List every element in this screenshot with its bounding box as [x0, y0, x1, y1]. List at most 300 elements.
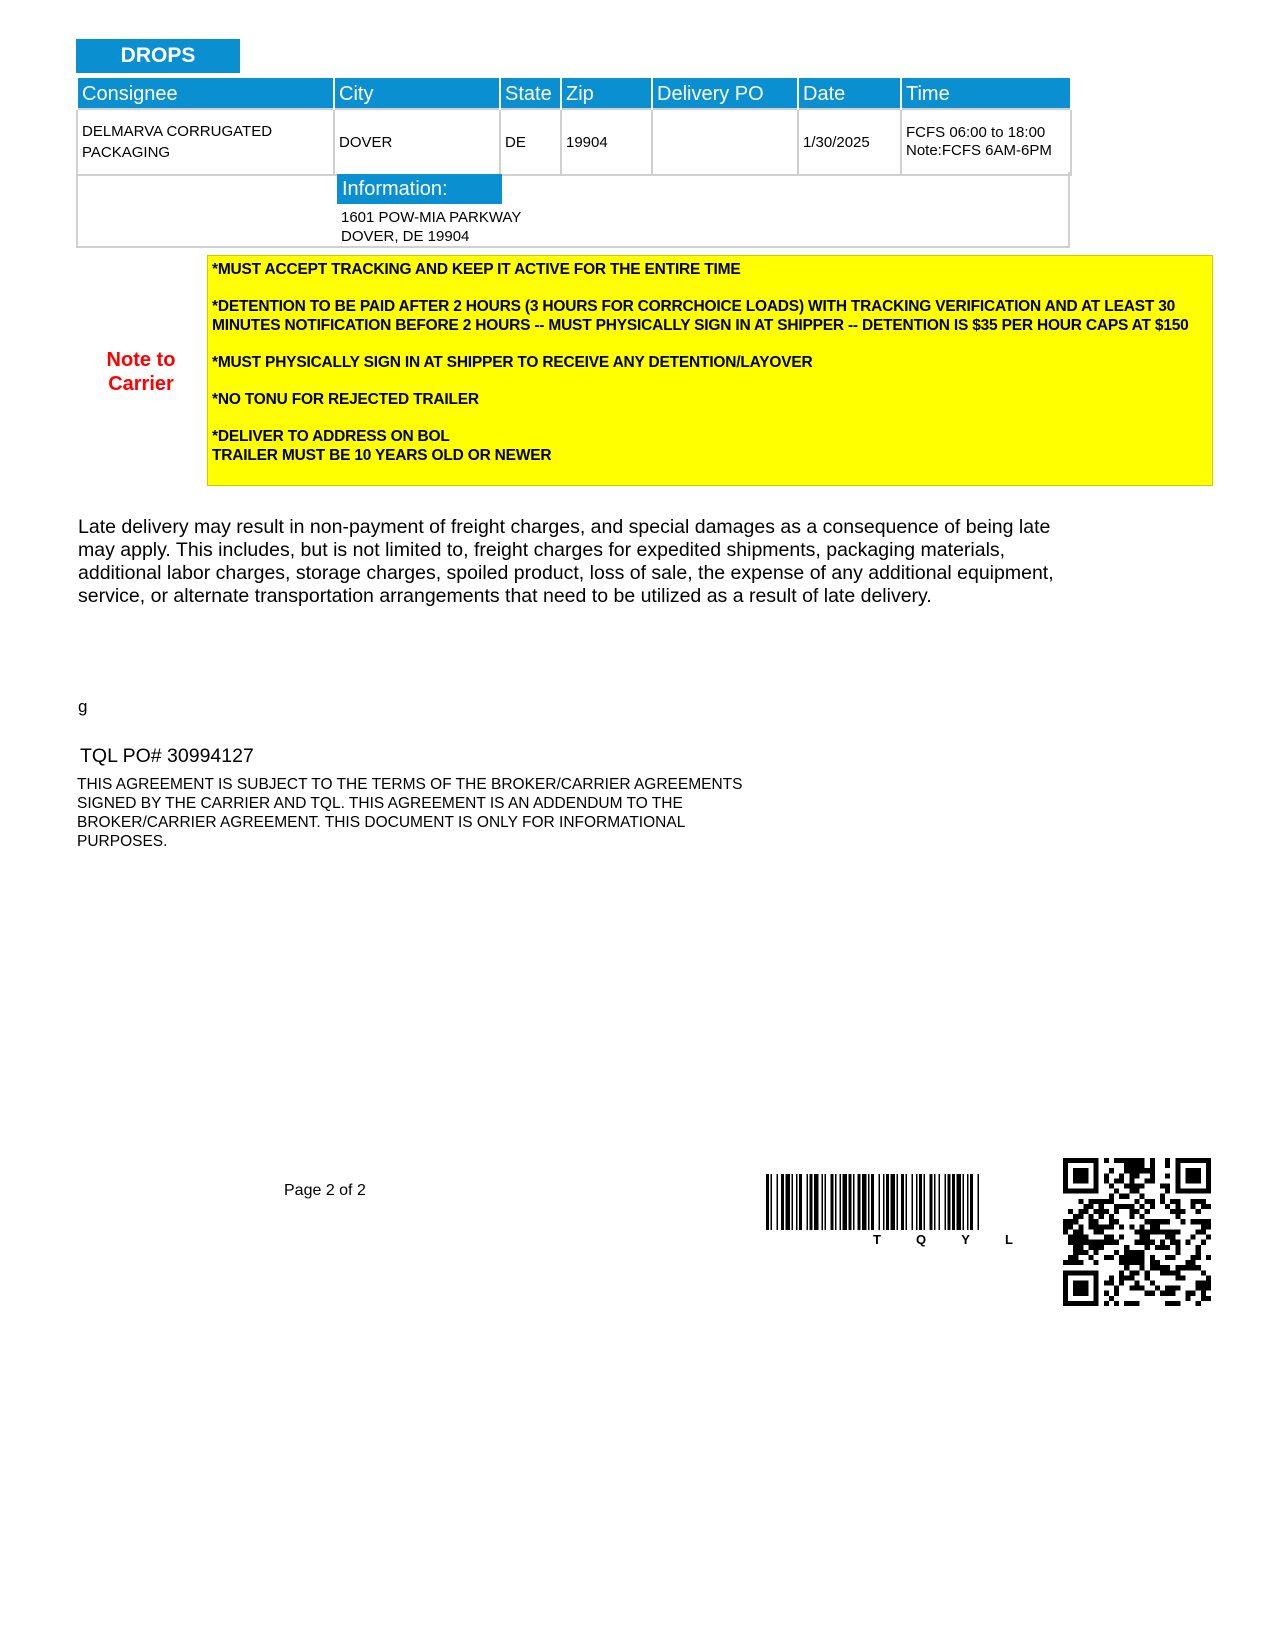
qr-module	[1175, 1199, 1180, 1204]
qr-module	[1124, 1301, 1129, 1306]
barcode-bar	[831, 1174, 834, 1230]
qr-module	[1185, 1265, 1190, 1270]
qr-module	[1140, 1224, 1145, 1229]
qr-module	[1109, 1168, 1114, 1173]
qr-module	[1129, 1255, 1134, 1260]
qr-module	[1124, 1184, 1129, 1189]
barcode-bar	[967, 1174, 969, 1230]
qr-module	[1196, 1245, 1201, 1250]
qr-module	[1155, 1245, 1160, 1250]
qr-module	[1094, 1240, 1099, 1245]
qr-module	[1134, 1286, 1139, 1291]
qr-module	[1124, 1194, 1129, 1199]
qr-module	[1109, 1219, 1114, 1224]
col-city: City	[334, 77, 500, 109]
barcode-bar	[886, 1174, 889, 1230]
cell-consignee: DELMARVA CORRUGATED PACKAGING	[77, 109, 334, 175]
qr-module	[1124, 1265, 1129, 1270]
barcode-bar	[963, 1174, 965, 1230]
qr-module	[1104, 1291, 1109, 1296]
qr-module	[1134, 1240, 1139, 1245]
qr-module	[1196, 1301, 1201, 1306]
qr-module	[1201, 1286, 1206, 1291]
qr-module	[1150, 1255, 1155, 1260]
qr-module	[1185, 1296, 1190, 1301]
qr-module	[1094, 1250, 1099, 1255]
qr-module	[1073, 1219, 1078, 1224]
qr-module	[1114, 1178, 1119, 1183]
qr-module	[1140, 1214, 1145, 1219]
barcode-bar	[906, 1174, 908, 1230]
qr-module	[1089, 1204, 1094, 1209]
qr-module	[1165, 1219, 1170, 1224]
qr-module	[1150, 1204, 1155, 1209]
qr-module	[1175, 1214, 1180, 1219]
qr-module	[1165, 1189, 1170, 1194]
qr-module	[1078, 1214, 1083, 1219]
qr-module	[1140, 1163, 1145, 1168]
qr-module	[1206, 1275, 1211, 1280]
qr-module	[1170, 1199, 1175, 1204]
qr-module	[1129, 1224, 1134, 1229]
page-number: Page 2 of 2	[284, 1182, 366, 1199]
qr-module	[1155, 1286, 1160, 1291]
qr-module	[1191, 1291, 1196, 1296]
qr-module	[1165, 1184, 1170, 1189]
qr-module	[1078, 1250, 1083, 1255]
qr-finder	[1175, 1189, 1211, 1194]
barcode-letter: Q	[916, 1232, 927, 1247]
qr-module	[1206, 1255, 1211, 1260]
qr-module	[1134, 1255, 1139, 1260]
qr-module	[1078, 1260, 1083, 1265]
barcode-bar	[777, 1174, 779, 1230]
col-date: Date	[798, 77, 901, 109]
qr-module	[1206, 1204, 1211, 1209]
qr-module	[1150, 1219, 1155, 1224]
qr-module	[1165, 1255, 1170, 1260]
qr-module	[1109, 1194, 1114, 1199]
qr-module	[1165, 1286, 1170, 1291]
col-time: Time	[901, 77, 1071, 109]
qr-module	[1124, 1250, 1129, 1255]
qr-module	[1165, 1291, 1170, 1296]
qr-module	[1191, 1219, 1196, 1224]
qr-module	[1155, 1224, 1160, 1229]
qr-module	[1160, 1245, 1165, 1250]
qr-module	[1160, 1265, 1165, 1270]
qr-module	[1068, 1240, 1073, 1245]
qr-module	[1099, 1240, 1104, 1245]
qr-module	[1140, 1158, 1145, 1163]
qr-module	[1185, 1291, 1190, 1296]
barcode-bar	[853, 1174, 855, 1230]
barcode-bar	[957, 1174, 962, 1230]
qr-module	[1109, 1184, 1114, 1189]
barcode-bar	[924, 1174, 926, 1230]
qr-module	[1089, 1219, 1094, 1224]
qr-module	[1175, 1265, 1180, 1270]
barcode-bar	[786, 1174, 791, 1230]
qr-module	[1124, 1260, 1129, 1265]
note-item: *MUST PHYSICALLY SIGN IN AT SHIPPER TO RECEIVE ANY DETENTION/LAYOVER	[212, 354, 813, 371]
qr-module	[1068, 1255, 1073, 1260]
qr-module	[1068, 1219, 1073, 1224]
barcode-bar	[891, 1174, 896, 1230]
barcode-bar	[868, 1174, 870, 1230]
barcode-bar	[952, 1174, 955, 1230]
address-line-1: 1601 POW-MIA PARKWAY	[341, 209, 522, 226]
qr-module	[1114, 1209, 1119, 1214]
qr-module	[1170, 1270, 1175, 1275]
qr-module	[1160, 1199, 1165, 1204]
qr-module	[1068, 1224, 1073, 1229]
qr-module	[1191, 1199, 1196, 1204]
qr-module	[1191, 1260, 1196, 1265]
qr-module	[1145, 1240, 1150, 1245]
qr-module	[1073, 1260, 1078, 1265]
agreement-text: THIS AGREEMENT IS SUBJECT TO THE TERMS OF THE BROKER/CARRIER AGREEMENTS SIGNED BY THE CARRIER AND TQL. THIS AGREEMENT IS AN ADDENDUM TO THE BROKER/CARRIER AGREEMENT. THIS DOCUMENT IS ONLY FOR INFORMATIONAL PURPOSES.	[77, 776, 743, 850]
qr-module	[1140, 1184, 1145, 1189]
qr-module	[1104, 1255, 1109, 1260]
qr-module	[1175, 1204, 1180, 1209]
qr-module	[1129, 1184, 1134, 1189]
qr-module	[1140, 1194, 1145, 1199]
qr-module	[1165, 1265, 1170, 1270]
qr-module	[1175, 1301, 1180, 1306]
qr-module	[1129, 1214, 1134, 1219]
qr-module	[1099, 1204, 1104, 1209]
barcode-bar	[814, 1174, 819, 1230]
qr-module	[1078, 1224, 1083, 1229]
qr-module	[1099, 1229, 1104, 1234]
qr-module	[1201, 1229, 1206, 1234]
barcode-bar	[978, 1174, 980, 1230]
qr-module	[1140, 1168, 1145, 1173]
qr-module	[1083, 1204, 1088, 1209]
qr-module	[1206, 1224, 1211, 1229]
qr-module	[1191, 1235, 1196, 1240]
qr-module	[1109, 1275, 1114, 1280]
barcode-bar	[879, 1174, 881, 1230]
info-row	[76, 172, 1070, 248]
qr-module	[1129, 1260, 1134, 1265]
qr-module	[1094, 1199, 1099, 1204]
qr-module	[1119, 1255, 1124, 1260]
qr-module	[1094, 1219, 1099, 1224]
qr-module	[1150, 1280, 1155, 1285]
qr-module	[1145, 1219, 1150, 1224]
qr-module	[1124, 1204, 1129, 1209]
barcode-bar	[843, 1174, 848, 1230]
qr-module	[1089, 1245, 1094, 1250]
qr-module	[1196, 1280, 1201, 1285]
qr-module	[1119, 1280, 1124, 1285]
qr-module	[1124, 1168, 1129, 1173]
qr-module	[1114, 1286, 1119, 1291]
address-line-2: DOVER, DE 19904	[341, 228, 470, 245]
qr-module	[1119, 1194, 1124, 1199]
cell-zip: 19904	[561, 109, 652, 175]
note-item: *NO TONU FOR REJECTED TRAILER	[212, 391, 479, 408]
qr-module	[1109, 1296, 1114, 1301]
qr-module	[1119, 1275, 1124, 1280]
qr-module	[1089, 1255, 1094, 1260]
late-delivery-text: Late delivery may result in non-payment of freight charges, and special damages as a consequence of being late may apply. This includes, but is not limited to, freight charges for expedited shipments, packaging materials, additional labor charges, storage charges, spoiled product, loss of sale, the expense of any additional equipment, service, or alternate transportation arrangements that need to be utilized as a result of late delivery.	[78, 516, 1054, 607]
qr-module	[1150, 1173, 1155, 1178]
qr-module	[1150, 1178, 1155, 1183]
qr-module	[1165, 1158, 1170, 1163]
qr-module	[1068, 1209, 1073, 1214]
note-item: *DETENTION TO BE PAID AFTER 2 HOURS (3 HOURS FOR CORRCHOICE LOADS) WITH TRACKING VERIFICATION AND AT LEAST 30 MINUTES NOTIFICATION BEFORE 2 HOURS -- MUST PHYSICALLY SIGN IN AT SHIPPER -- DETENTION IS $35 PER HOUR CAPS AT $150	[212, 298, 1189, 334]
qr-module	[1160, 1291, 1165, 1296]
qr-module	[1083, 1250, 1088, 1255]
qr-code	[1063, 1158, 1211, 1306]
barcode-bar	[840, 1174, 842, 1230]
barcode-bar	[897, 1174, 899, 1230]
qr-finder	[1063, 1270, 1099, 1275]
qr-module	[1063, 1224, 1068, 1229]
qr-module	[1104, 1301, 1109, 1306]
qr-module	[1201, 1296, 1206, 1301]
qr-module	[1083, 1235, 1088, 1240]
qr-module	[1165, 1229, 1170, 1234]
qr-module	[1196, 1265, 1201, 1270]
barcode-bar	[939, 1174, 941, 1230]
qr-module	[1201, 1270, 1206, 1275]
qr-finder	[1063, 1189, 1099, 1194]
qr-module	[1160, 1240, 1165, 1245]
qr-module	[1109, 1280, 1114, 1285]
note-to-carrier-label	[96, 348, 186, 396]
qr-module	[1094, 1209, 1099, 1214]
qr-module	[1129, 1301, 1134, 1306]
qr-module	[1150, 1240, 1155, 1245]
qr-module	[1145, 1235, 1150, 1240]
qr-module	[1150, 1199, 1155, 1204]
qr-module	[1068, 1260, 1073, 1265]
qr-module	[1170, 1240, 1175, 1245]
qr-module	[1201, 1240, 1206, 1245]
barcode-bar	[919, 1174, 922, 1230]
qr-module	[1180, 1265, 1185, 1270]
qr-module	[1114, 1189, 1119, 1194]
qr-module	[1104, 1224, 1109, 1229]
qr-module	[1165, 1235, 1170, 1240]
qr-module	[1196, 1229, 1201, 1234]
qr-module	[1119, 1235, 1124, 1240]
barcode-bar	[912, 1174, 914, 1230]
qr-module	[1196, 1286, 1201, 1291]
qr-module	[1099, 1199, 1104, 1204]
qr-module	[1150, 1260, 1155, 1265]
qr-module	[1206, 1235, 1211, 1240]
qr-module	[1109, 1235, 1114, 1240]
qr-module	[1104, 1173, 1109, 1178]
qr-module	[1150, 1229, 1155, 1234]
qr-module	[1109, 1214, 1114, 1219]
qr-module	[1155, 1219, 1160, 1224]
tql-po-number: TQL PO# 30994127	[80, 745, 254, 767]
qr-module	[1206, 1219, 1211, 1224]
qr-module	[1109, 1240, 1114, 1245]
qr-module	[1201, 1199, 1206, 1204]
qr-module	[1145, 1229, 1150, 1234]
qr-module	[1083, 1209, 1088, 1214]
barcode-bar	[916, 1174, 918, 1230]
barcode-bar	[930, 1174, 933, 1230]
barcode-bar	[796, 1174, 798, 1230]
qr-finder	[1073, 1280, 1088, 1295]
qr-module	[1140, 1240, 1145, 1245]
qr-module	[1140, 1255, 1145, 1260]
qr-module	[1140, 1286, 1145, 1291]
barcode-bar	[948, 1174, 951, 1230]
barcode-bar	[792, 1174, 794, 1230]
qr-finder	[1175, 1158, 1180, 1194]
qr-module	[1155, 1229, 1160, 1234]
qr-module	[1109, 1224, 1114, 1229]
qr-module	[1073, 1245, 1078, 1250]
qr-module	[1119, 1260, 1124, 1265]
barcode-bar	[901, 1174, 904, 1230]
qr-module	[1129, 1178, 1134, 1183]
qr-module	[1201, 1280, 1206, 1285]
qr-module	[1196, 1250, 1201, 1255]
qr-finder	[1094, 1158, 1099, 1194]
qr-module	[1134, 1270, 1139, 1275]
qr-module	[1124, 1245, 1129, 1250]
qr-module	[1124, 1255, 1129, 1260]
qr-module	[1150, 1168, 1155, 1173]
barcode-bar	[858, 1174, 861, 1230]
qr-module	[1119, 1173, 1124, 1178]
table-row	[77, 109, 1071, 175]
qr-module	[1145, 1168, 1150, 1173]
qr-module	[1068, 1235, 1073, 1240]
qr-module	[1134, 1209, 1139, 1214]
qr-module	[1129, 1173, 1134, 1178]
qr-module	[1094, 1245, 1099, 1250]
barcode-bar	[835, 1174, 837, 1230]
qr-module	[1201, 1224, 1206, 1229]
qr-module	[1180, 1275, 1185, 1280]
note-to-carrier-box	[207, 255, 1213, 486]
qr-module	[1145, 1275, 1150, 1280]
qr-module	[1134, 1199, 1139, 1204]
qr-module	[1170, 1301, 1175, 1306]
qr-module	[1104, 1280, 1109, 1285]
qr-module	[1104, 1199, 1109, 1204]
qr-module	[1201, 1219, 1206, 1224]
qr-module	[1073, 1235, 1078, 1240]
qr-module	[1078, 1245, 1083, 1250]
qr-module	[1134, 1250, 1139, 1255]
cell-delivery-po	[652, 109, 798, 175]
qr-module	[1175, 1250, 1180, 1255]
qr-module	[1180, 1219, 1185, 1224]
qr-module	[1099, 1214, 1104, 1219]
qr-module	[1119, 1158, 1124, 1163]
qr-module	[1201, 1291, 1206, 1296]
qr-module	[1145, 1199, 1150, 1204]
qr-module	[1134, 1158, 1139, 1163]
qr-module	[1140, 1204, 1145, 1209]
qr-module	[1114, 1204, 1119, 1209]
qr-module	[1155, 1260, 1160, 1265]
qr-module	[1134, 1301, 1139, 1306]
qr-module	[1191, 1255, 1196, 1260]
qr-module	[1124, 1163, 1129, 1168]
qr-module	[1150, 1163, 1155, 1168]
qr-finder	[1185, 1168, 1200, 1183]
qr-module	[1094, 1260, 1099, 1265]
note-item: *MUST ACCEPT TRACKING AND KEEP IT ACTIVE FOR THE ENTIRE TIME	[212, 261, 741, 278]
qr-module	[1134, 1184, 1139, 1189]
qr-module	[1140, 1229, 1145, 1234]
qr-module	[1134, 1280, 1139, 1285]
barcode-bar	[862, 1174, 867, 1230]
qr-module	[1140, 1250, 1145, 1255]
qr-module	[1119, 1204, 1124, 1209]
qr-module	[1104, 1178, 1109, 1183]
qr-module	[1114, 1291, 1119, 1296]
qr-module	[1078, 1199, 1083, 1204]
qr-module	[1134, 1260, 1139, 1265]
qr-module	[1196, 1219, 1201, 1224]
qr-module	[1073, 1255, 1078, 1260]
qr-module	[1073, 1229, 1078, 1234]
information-label: Information:	[337, 174, 502, 204]
qr-module	[1145, 1209, 1150, 1214]
qr-module	[1206, 1286, 1211, 1291]
qr-module	[1129, 1163, 1134, 1168]
qr-module	[1175, 1209, 1180, 1214]
col-state: State	[500, 77, 561, 109]
barcode-text	[873, 1232, 1013, 1247]
qr-module	[1165, 1270, 1170, 1275]
qr-module	[1170, 1255, 1175, 1260]
qr-module	[1114, 1240, 1119, 1245]
qr-module	[1119, 1270, 1124, 1275]
qr-module	[1104, 1235, 1109, 1240]
qr-finder	[1175, 1158, 1211, 1163]
qr-module	[1170, 1209, 1175, 1214]
barcode-letter: T	[873, 1232, 881, 1247]
qr-module	[1073, 1250, 1078, 1255]
note-item: TRAILER MUST BE 10 YEARS OLD OR NEWER	[212, 447, 552, 464]
qr-module	[1165, 1204, 1170, 1209]
qr-module	[1134, 1189, 1139, 1194]
qr-module	[1063, 1260, 1068, 1265]
barcode-bar	[970, 1174, 973, 1230]
drops-table	[76, 76, 1072, 176]
qr-module	[1089, 1240, 1094, 1245]
qr-module	[1155, 1265, 1160, 1270]
barcode-bar	[771, 1174, 773, 1230]
qr-module	[1170, 1235, 1175, 1240]
qr-finder	[1063, 1270, 1068, 1306]
qr-module	[1150, 1158, 1155, 1163]
qr-module	[1165, 1173, 1170, 1178]
barcode-bar	[883, 1174, 885, 1230]
qr-module	[1191, 1265, 1196, 1270]
qr-module	[1160, 1270, 1165, 1275]
qr-module	[1140, 1235, 1145, 1240]
qr-module	[1160, 1194, 1165, 1199]
qr-module	[1129, 1270, 1134, 1275]
qr-module	[1094, 1224, 1099, 1229]
